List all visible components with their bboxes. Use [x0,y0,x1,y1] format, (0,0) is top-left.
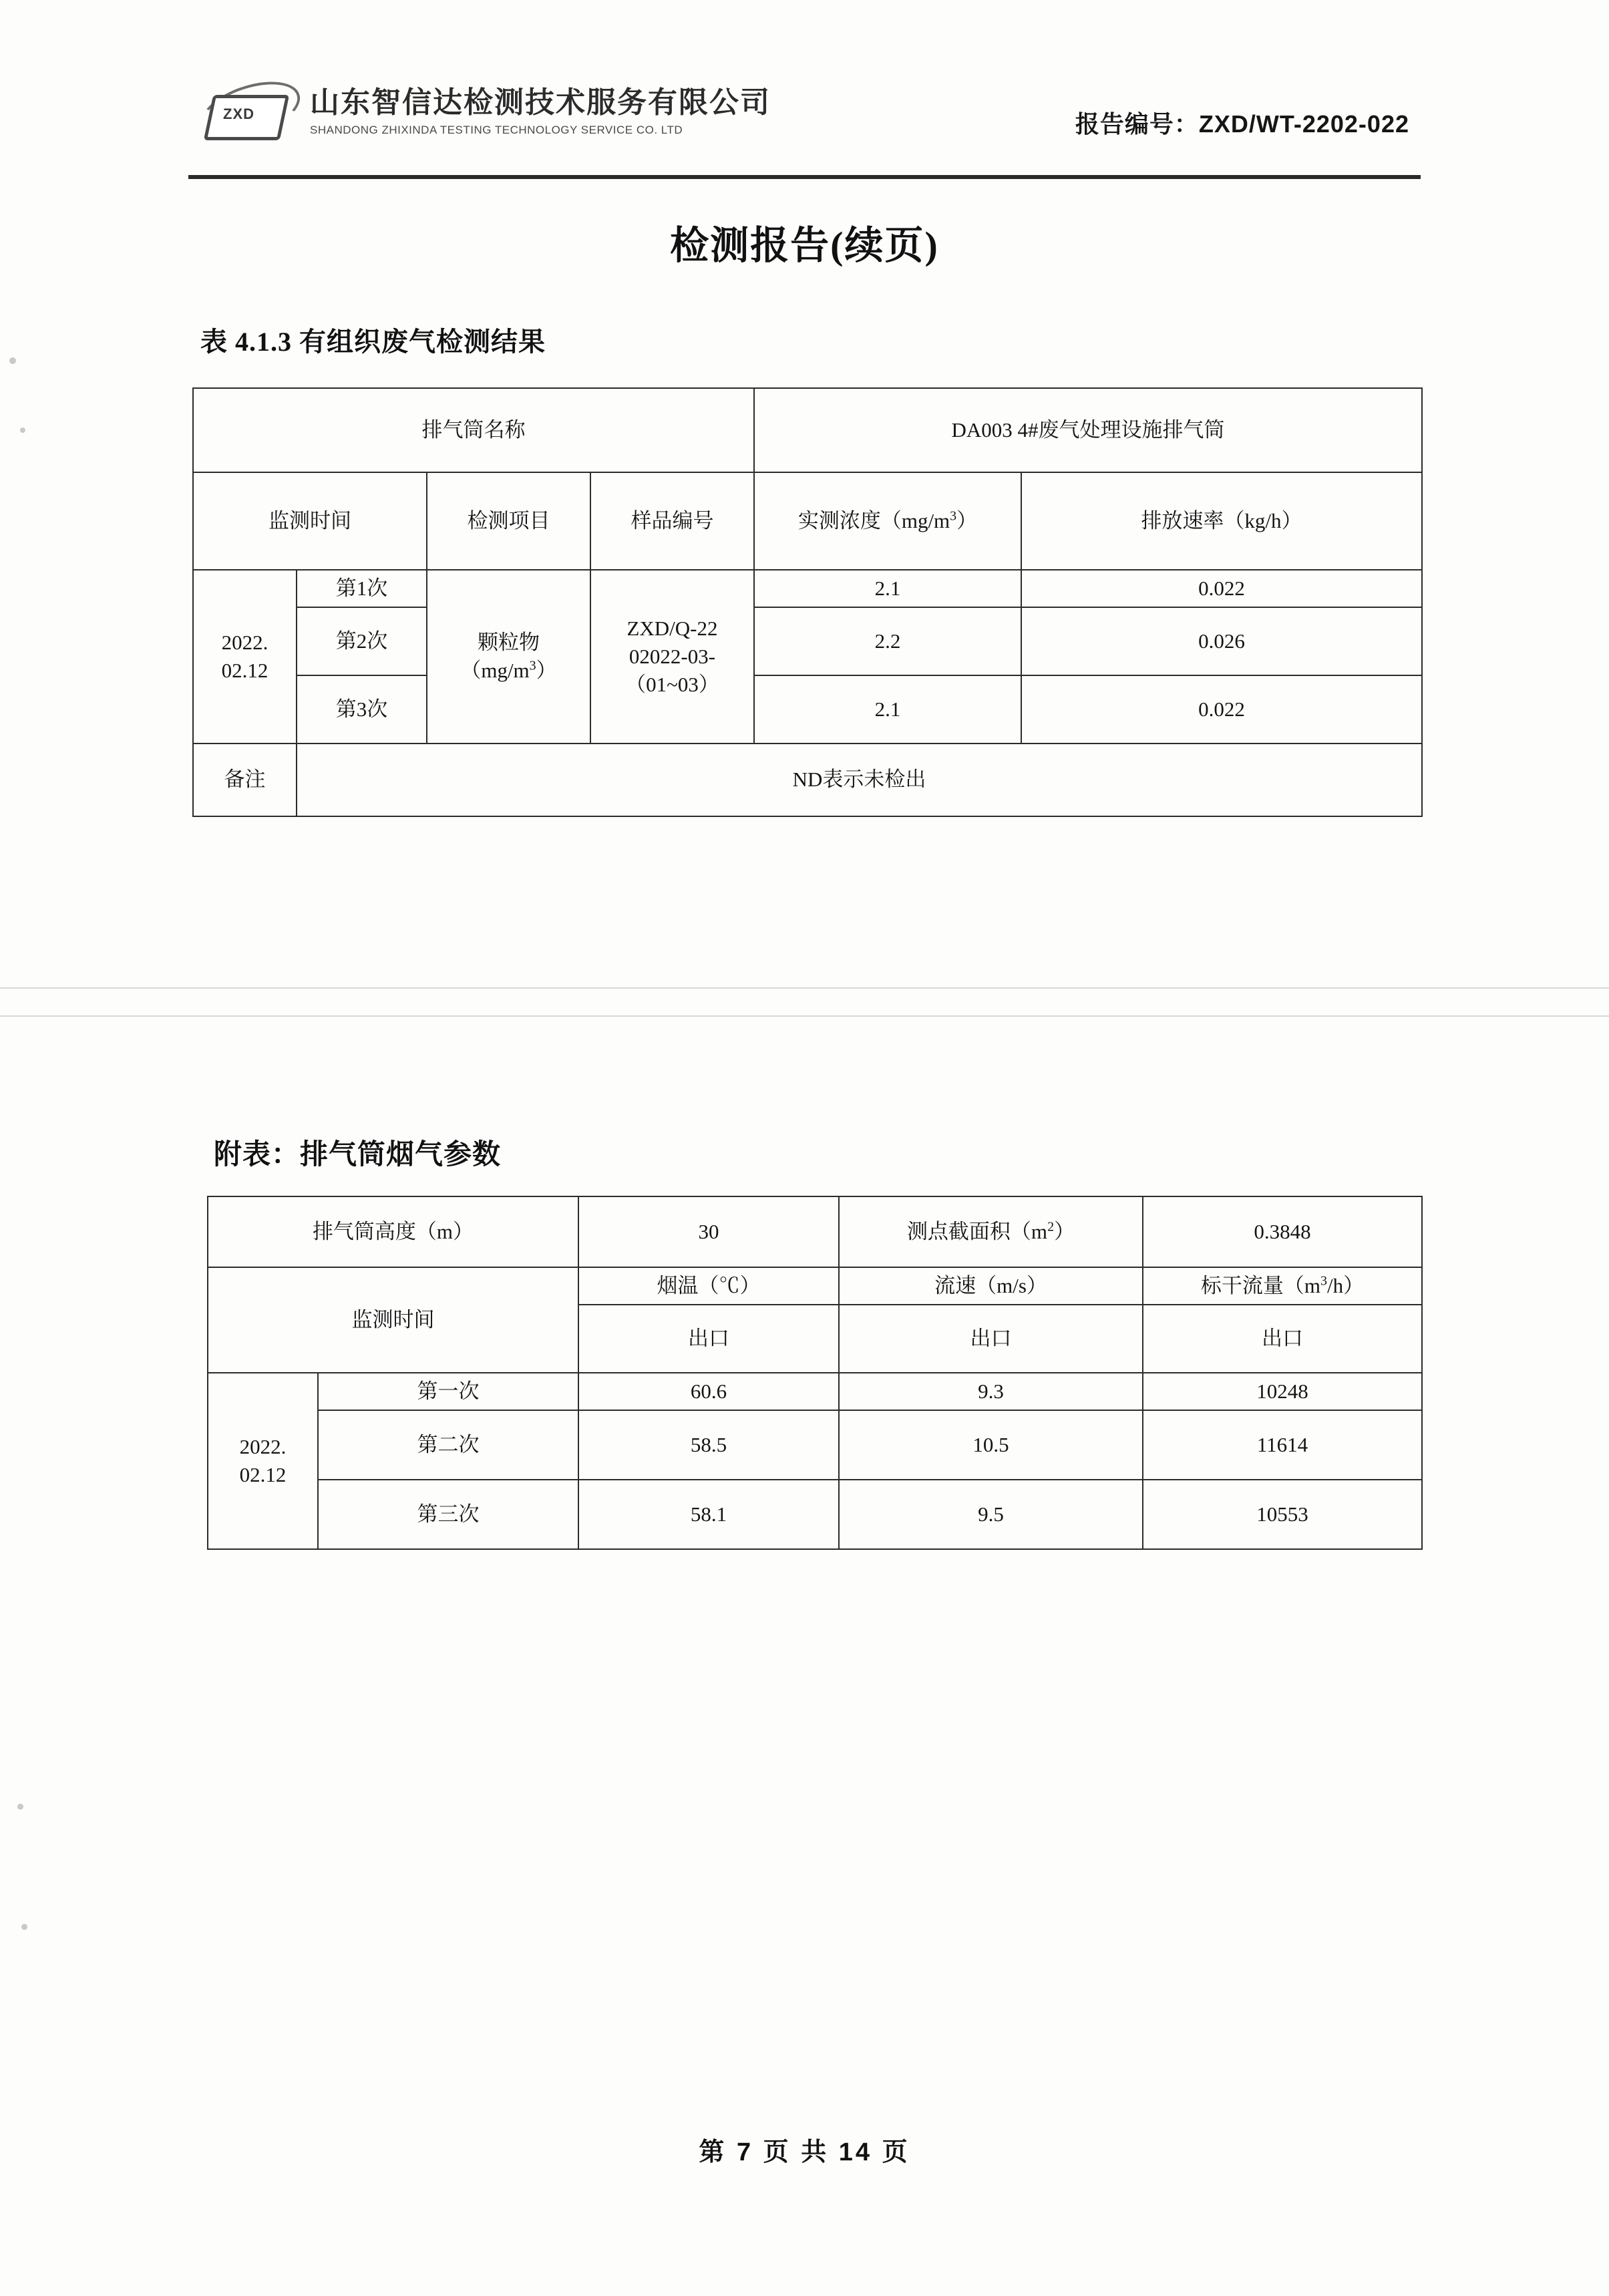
monitor-date-line1: 2022. [239,1434,287,1458]
monitor-date [208,1373,318,1549]
outlet-label-temp: 出口 [578,1305,839,1373]
run-label: 第二次 [318,1410,578,1480]
table-row [208,1373,1422,1410]
page-footer: 第 7 页 共 14 页 [699,2138,910,2166]
sample-no-line3: （01~03） [625,672,719,696]
table-row [208,1480,1422,1549]
velocity-value: 9.3 [839,1373,1143,1410]
scan-artifact-speck [17,1804,23,1810]
concentration-value: 2.1 [754,675,1021,744]
table-row [208,1267,1422,1305]
remark-label: 备注 [193,744,297,816]
page-header [194,80,1416,167]
run-label: 第三次 [318,1480,578,1549]
header-emission-rate: 排放速率（kg/h） [1021,472,1422,570]
scan-artifact-line [0,1015,1609,1017]
header-divider [188,175,1421,179]
flue-gas-parameters-table [207,1196,1423,1550]
table-row [193,675,1422,744]
run-label: 第一次 [318,1373,578,1410]
remark-value: ND表示未检出 [297,744,1422,816]
test-item-line1: 颗粒物 [478,631,540,655]
flow-value: 10553 [1143,1480,1422,1549]
test-item-value [427,570,590,744]
monitor-date-line2: 02.12 [239,1462,287,1486]
header-test-item: 检测项目 [427,472,590,570]
run-label: 第1次 [297,570,427,607]
table-row [193,570,1422,607]
scan-artifact-speck [20,428,25,433]
monitor-time-label: 监测时间 [208,1267,578,1373]
monitor-date [193,570,297,744]
temperature-value: 58.1 [578,1480,839,1549]
header-concentration: 实测浓度$(mg/m^3)$ [754,472,1021,570]
emission-rate-value: 0.022 [1021,570,1422,607]
emission-rate-value: 0.022 [1021,675,1422,744]
concentration-value: 2.1 [754,570,1021,607]
temperature-value: 58.5 [578,1410,839,1480]
sample-no-line1: ZXD/Q-22 [627,617,718,641]
monitor-date-line2: 02.12 [221,658,269,682]
table-row [208,1196,1422,1267]
company-logo-icon [194,80,301,144]
stack-height-value: 30 [578,1196,839,1267]
temperature-label: 烟温（℃） [578,1267,839,1305]
scan-artifact-speck [9,357,16,364]
organized-exhaust-results-table [192,387,1423,817]
section-area-label: 测点截面积$(m^2)$ [839,1196,1143,1267]
monitor-date-line1: 2022. [221,631,269,655]
outlet-label-flow: 出口 [1143,1305,1422,1373]
table-row [193,744,1422,816]
table-row [193,607,1422,675]
flow-value: 10248 [1143,1373,1422,1410]
header-sample-no: 样品编号 [590,472,754,570]
header-monitor-time: 监测时间 [193,472,427,570]
run-label: 第2次 [297,607,427,675]
stack-name-value: DA003 4#废气处理设施排气筒 [754,388,1422,472]
company-logo-block [194,80,771,144]
velocity-value: 9.5 [839,1480,1143,1549]
page-title: 检测报告(续页) [670,224,939,267]
table-row [193,388,1422,472]
scan-artifact-speck [21,1924,27,1930]
company-name-zh: 山东智信达检测技术服务有限公司 [310,86,771,119]
velocity-value: 10.5 [839,1410,1143,1480]
logo-text: ZXD [223,106,254,122]
sample-no-value [590,570,754,744]
flow-value: 11614 [1143,1410,1422,1480]
outlet-label-velocity: 出口 [839,1305,1143,1373]
company-name-en: SHANDONG ZHIXINDA TESTING TECHNOLOGY SERVICE CO. LTD [310,124,683,137]
section-title-table2: 附表：排气筒烟气参数 [214,1140,502,1170]
table-row [193,472,1422,570]
report-number: 报告编号：ZXD/WT-2202-022 [1075,110,1409,138]
scan-artifact-line [0,987,1609,989]
emission-rate-value: 0.026 [1021,607,1422,675]
sample-no-line2: 02022-03- [629,645,716,668]
temperature-value: 60.6 [578,1373,839,1410]
section-area-value: 0.3848 [1143,1196,1422,1267]
stack-height-label: 排气筒高度（m） [208,1196,578,1267]
stack-name-label: 排气筒名称 [193,388,754,472]
concentration-value: 2.2 [754,607,1021,675]
test-item-line2: $(mg/m^3)$ [460,658,557,682]
run-label: 第3次 [297,675,427,744]
flow-label: 标干流量$(m^3/h)$ [1143,1267,1422,1305]
velocity-label: 流速（m/s） [839,1267,1143,1305]
table-row [208,1410,1422,1480]
section-title-table1: 表 4.1.3 有组织废气检测结果 [200,327,546,357]
